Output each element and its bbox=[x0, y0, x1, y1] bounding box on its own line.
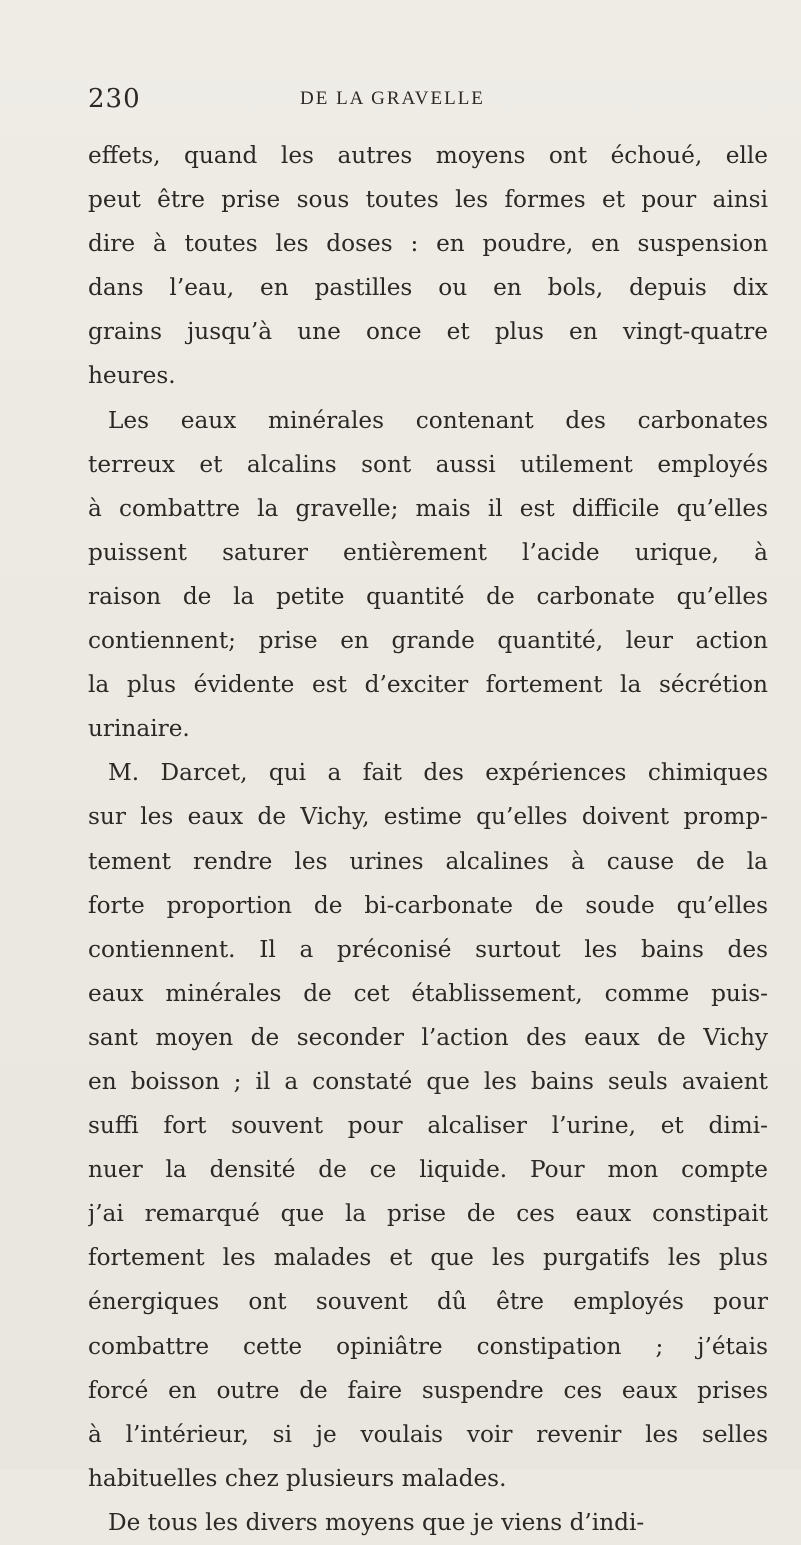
text-line: puissent saturer entièrement l’acide urique, à bbox=[88, 538, 768, 566]
text-line: à l’intérieur, si je voulais voir revenir les selles bbox=[88, 1420, 768, 1448]
text-line: en boisson ; il a constaté que les bains seuls avaient bbox=[88, 1067, 768, 1095]
text-line: dire à toutes les doses : en poudre, en suspension bbox=[88, 230, 768, 258]
text-line: sant moyen de seconder l’action des eaux de Vichy bbox=[88, 1023, 768, 1051]
text-line: à combattre la gravelle; mais il est difficile qu’elles bbox=[88, 494, 768, 522]
text-line: peut être prise sous toutes les formes et pour ainsi bbox=[88, 186, 768, 214]
text-line: sur les eaux de Vichy, estime qu’elles doivent promp- bbox=[88, 803, 768, 831]
text-line: Les eaux minérales contenant des carbonates bbox=[108, 406, 768, 434]
running-title: DE LA GRAVELLE bbox=[300, 88, 485, 109]
text-line: dans l’eau, en pastilles ou en bols, depuis dix bbox=[88, 274, 768, 302]
text-line: forte proportion de bi-carbonate de soude qu’elles bbox=[88, 891, 768, 919]
text-line: grains jusqu’à une once et plus en vingt-quatre bbox=[88, 318, 768, 346]
text-line: fortement les malades et que les purgatifs les plus bbox=[88, 1244, 768, 1272]
text-line: urinaire. bbox=[88, 715, 190, 743]
text-line: tement rendre les urines alcalines à cause de la bbox=[88, 847, 768, 875]
text-line: De tous les divers moyens que je viens d’indi- bbox=[108, 1508, 645, 1536]
body-text bbox=[88, 134, 768, 1545]
text-line: M. Darcet, qui a fait des expériences chimiques bbox=[108, 759, 768, 787]
text-line: forcé en outre de faire suspendre ces eaux prises bbox=[88, 1376, 768, 1404]
page-number: 230 bbox=[88, 84, 141, 114]
text-line: la plus évidente est d’exciter fortement la sécrétion bbox=[88, 671, 768, 699]
text-line: raison de la petite quantité de carbonate qu’elles bbox=[88, 582, 768, 610]
text-line: contiennent; prise en grande quantité, leur action bbox=[88, 627, 768, 655]
text-line: eaux minérales de cet établissement, comme puis- bbox=[88, 979, 768, 1007]
page-header bbox=[88, 84, 768, 118]
text-line: terreux et alcalins sont aussi utilement employés bbox=[88, 450, 768, 478]
text-line: effets, quand les autres moyens ont échoué, elle bbox=[88, 142, 768, 169]
text-line: suffi fort souvent pour alcaliser l’urine, et dimi- bbox=[88, 1112, 768, 1140]
text-line: combattre cette opiniâtre constipation ; j’étais bbox=[88, 1332, 768, 1360]
text-line: contiennent. Il a préconisé surtout les bains des bbox=[88, 935, 768, 963]
text-line: habituelles chez plusieurs malades. bbox=[88, 1464, 507, 1492]
text-line: j’ai remarqué que la prise de ces eaux constipait bbox=[88, 1200, 768, 1228]
text-line: énergiques ont souvent dû être employés pour bbox=[88, 1288, 768, 1316]
text-line: nuer la densité de ce liquide. Pour mon compte bbox=[88, 1156, 768, 1184]
text-line: heures. bbox=[88, 362, 176, 390]
